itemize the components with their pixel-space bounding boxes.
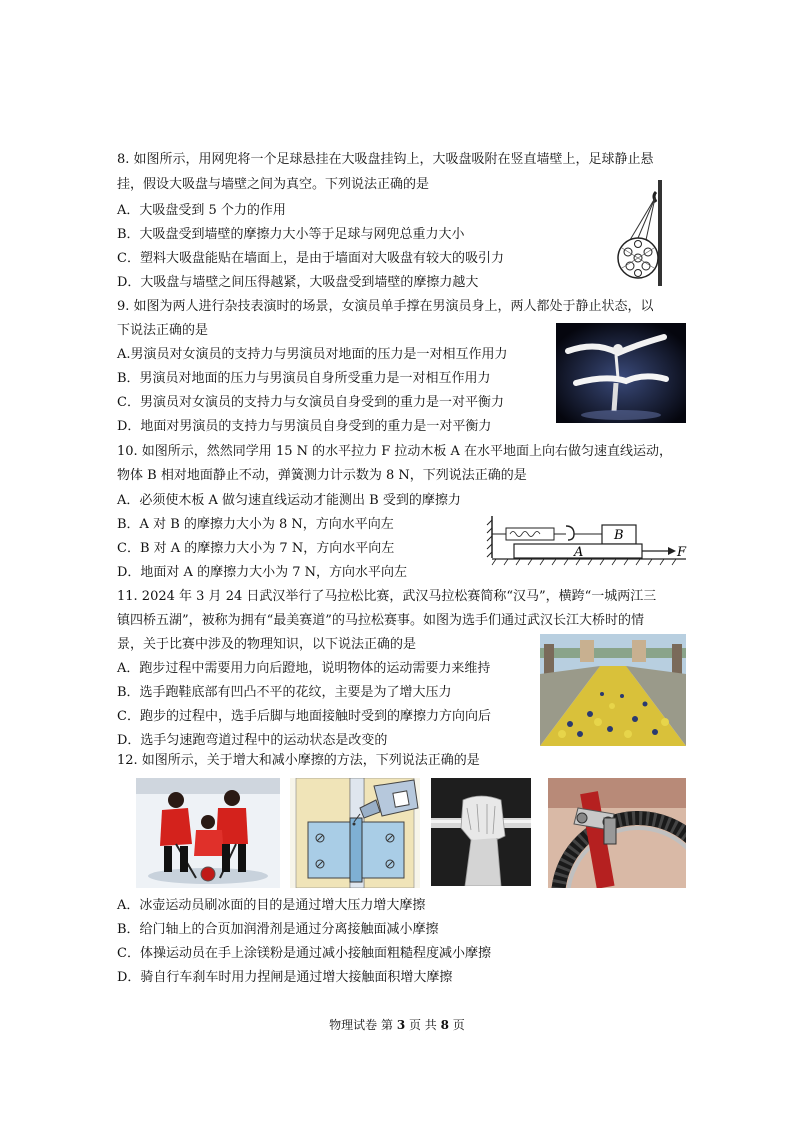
q12-option-b: B．给门轴上的合页加润滑剂是通过分离接触面减小摩擦 — [117, 922, 439, 937]
spring-scale-board-diagram — [486, 512, 690, 568]
q9-option-d: D．地面对男演员的支持力与男演员自身受到的重力是一对平衡力 — [117, 419, 492, 434]
q11-option-c: C．跑步的过程中，选手后脚与地面接触时受到的摩擦力方向向后 — [117, 709, 491, 724]
q8-stem-line1: 8. 如图所示，用网兜将一个足球悬挂在大吸盘挂钩上，大吸盘吸附在竖直墙壁上，足球静止悬 — [117, 152, 654, 167]
q9-option-c: C．男演员对女演员的支持力与女演员自身受到的重力是一对平衡力 — [117, 395, 504, 410]
q8-option-d: D．大吸盘与墙壁之间压得越紧，大吸盘受到墙壁的摩擦力越大 — [117, 275, 479, 290]
q8-option-a: A．大吸盘受到 5 个力的作用 — [117, 203, 286, 218]
board-a-label: A — [574, 545, 584, 560]
suction-cup-football-figure — [612, 178, 668, 288]
block-b-label: B — [614, 528, 624, 543]
q8-option-c: C．塑料大吸盘能贴在墙面上，是由于墙面对大吸盘有较大的吸引力 — [117, 251, 504, 266]
marathon-bridge-photo — [540, 634, 686, 746]
q10-option-c: C．B 对 A 的摩擦力大小为 7 N，方向水平向左 — [117, 541, 395, 556]
q9-option-a: A.男演员对女演员的支持力与男演员对地面的压力是一对相互作用力 — [117, 347, 508, 362]
force-f-label: F — [677, 545, 687, 560]
q11-option-d: D．选手匀速跑弯道过程中的运动状态是改变的 — [117, 733, 388, 748]
q10-option-d: D．地面对 A 的摩擦力大小为 7 N，方向水平向左 — [117, 565, 407, 580]
acrobat-photo — [556, 323, 686, 423]
q11-stem-line1: 11. 2024 年 3 月 24 日武汉举行了马拉松比赛，武汉马拉松赛简称“汉马”，横跨“一城两江三 — [117, 589, 657, 604]
q11-stem-line2: 镇四桥五湖”，被称为拥有“最美赛道”的马拉松赛事。如图为选手们通过武汉长江大桥时的情 — [117, 613, 644, 628]
q10-option-b: B．A 对 B 的摩擦力大小为 8 N，方向水平向左 — [117, 517, 394, 532]
bicycle-brake-photo — [548, 778, 686, 888]
footer-page-number: 3 — [396, 1018, 406, 1032]
q10-stem-line1: 10. 如图所示，然然同学用 15 N 的水平拉力 F 拉动木板 A 在水平地面上向右做匀速直线运动， — [117, 444, 673, 459]
footer-suffix: 页 — [448, 1018, 465, 1032]
q8-stem-line2: 挂，假设大吸盘与墙壁之间为真空。下列说法正确的是 — [117, 177, 430, 192]
q9-stem-line2: 下说法正确的是 — [117, 323, 209, 338]
page-footer — [0, 1016, 794, 1033]
q8-option-b: B．大吸盘受到墙壁的摩擦力大小等于足球与网兜总重力大小 — [117, 227, 465, 242]
q11-stem-line3: 景，关于比赛中涉及的物理知识，以下说法正确的是 — [117, 637, 417, 652]
gymnast-hand-bar-photo — [431, 778, 531, 886]
q12-option-d: D．骑自行车刹车时用力捏闸是通过增大接触面积增大摩擦 — [117, 970, 453, 985]
footer-total-pages: 8 — [440, 1018, 449, 1032]
q11-option-b: B．选手跑鞋底部有凹凸不平的花纹，主要是为了增大压力 — [117, 685, 452, 700]
q11-option-a: A．跑步过程中需要用力向后蹬地，说明物体的运动需要力来维持 — [117, 661, 491, 676]
q10-stem-line2: 物体 B 相对地面静止不动，弹簧测力计示数为 8 N，下列说法正确的是 — [117, 468, 527, 483]
q9-option-b: B．男演员对地面的压力与男演员自身所受重力是一对相互作用力 — [117, 371, 491, 386]
footer-middle: 页 共 — [405, 1018, 441, 1032]
curling-photo — [136, 778, 280, 888]
q9-stem-line1: 9. 如图为两人进行杂技表演时的场景，女演员单手撑在男演员身上，两人都处于静止状态，以 — [117, 299, 654, 314]
q12-option-c: C．体操运动员在手上涂镁粉是通过减小接触面粗糙程度减小摩擦 — [117, 946, 491, 961]
hinge-lubricant-drawing — [290, 778, 420, 888]
q10-option-a: A．必须使木板 A 做匀速直线运动才能测出 B 受到的摩擦力 — [117, 493, 461, 508]
footer-prefix: 物理试卷 第 — [329, 1018, 397, 1032]
q12-option-a: A．冰壶运动员刷冰面的目的是通过增大压力增大摩擦 — [117, 898, 426, 913]
q12-stem-line1: 12. 如图所示，关于增大和减小摩擦的方法，下列说法正确的是 — [117, 753, 480, 768]
